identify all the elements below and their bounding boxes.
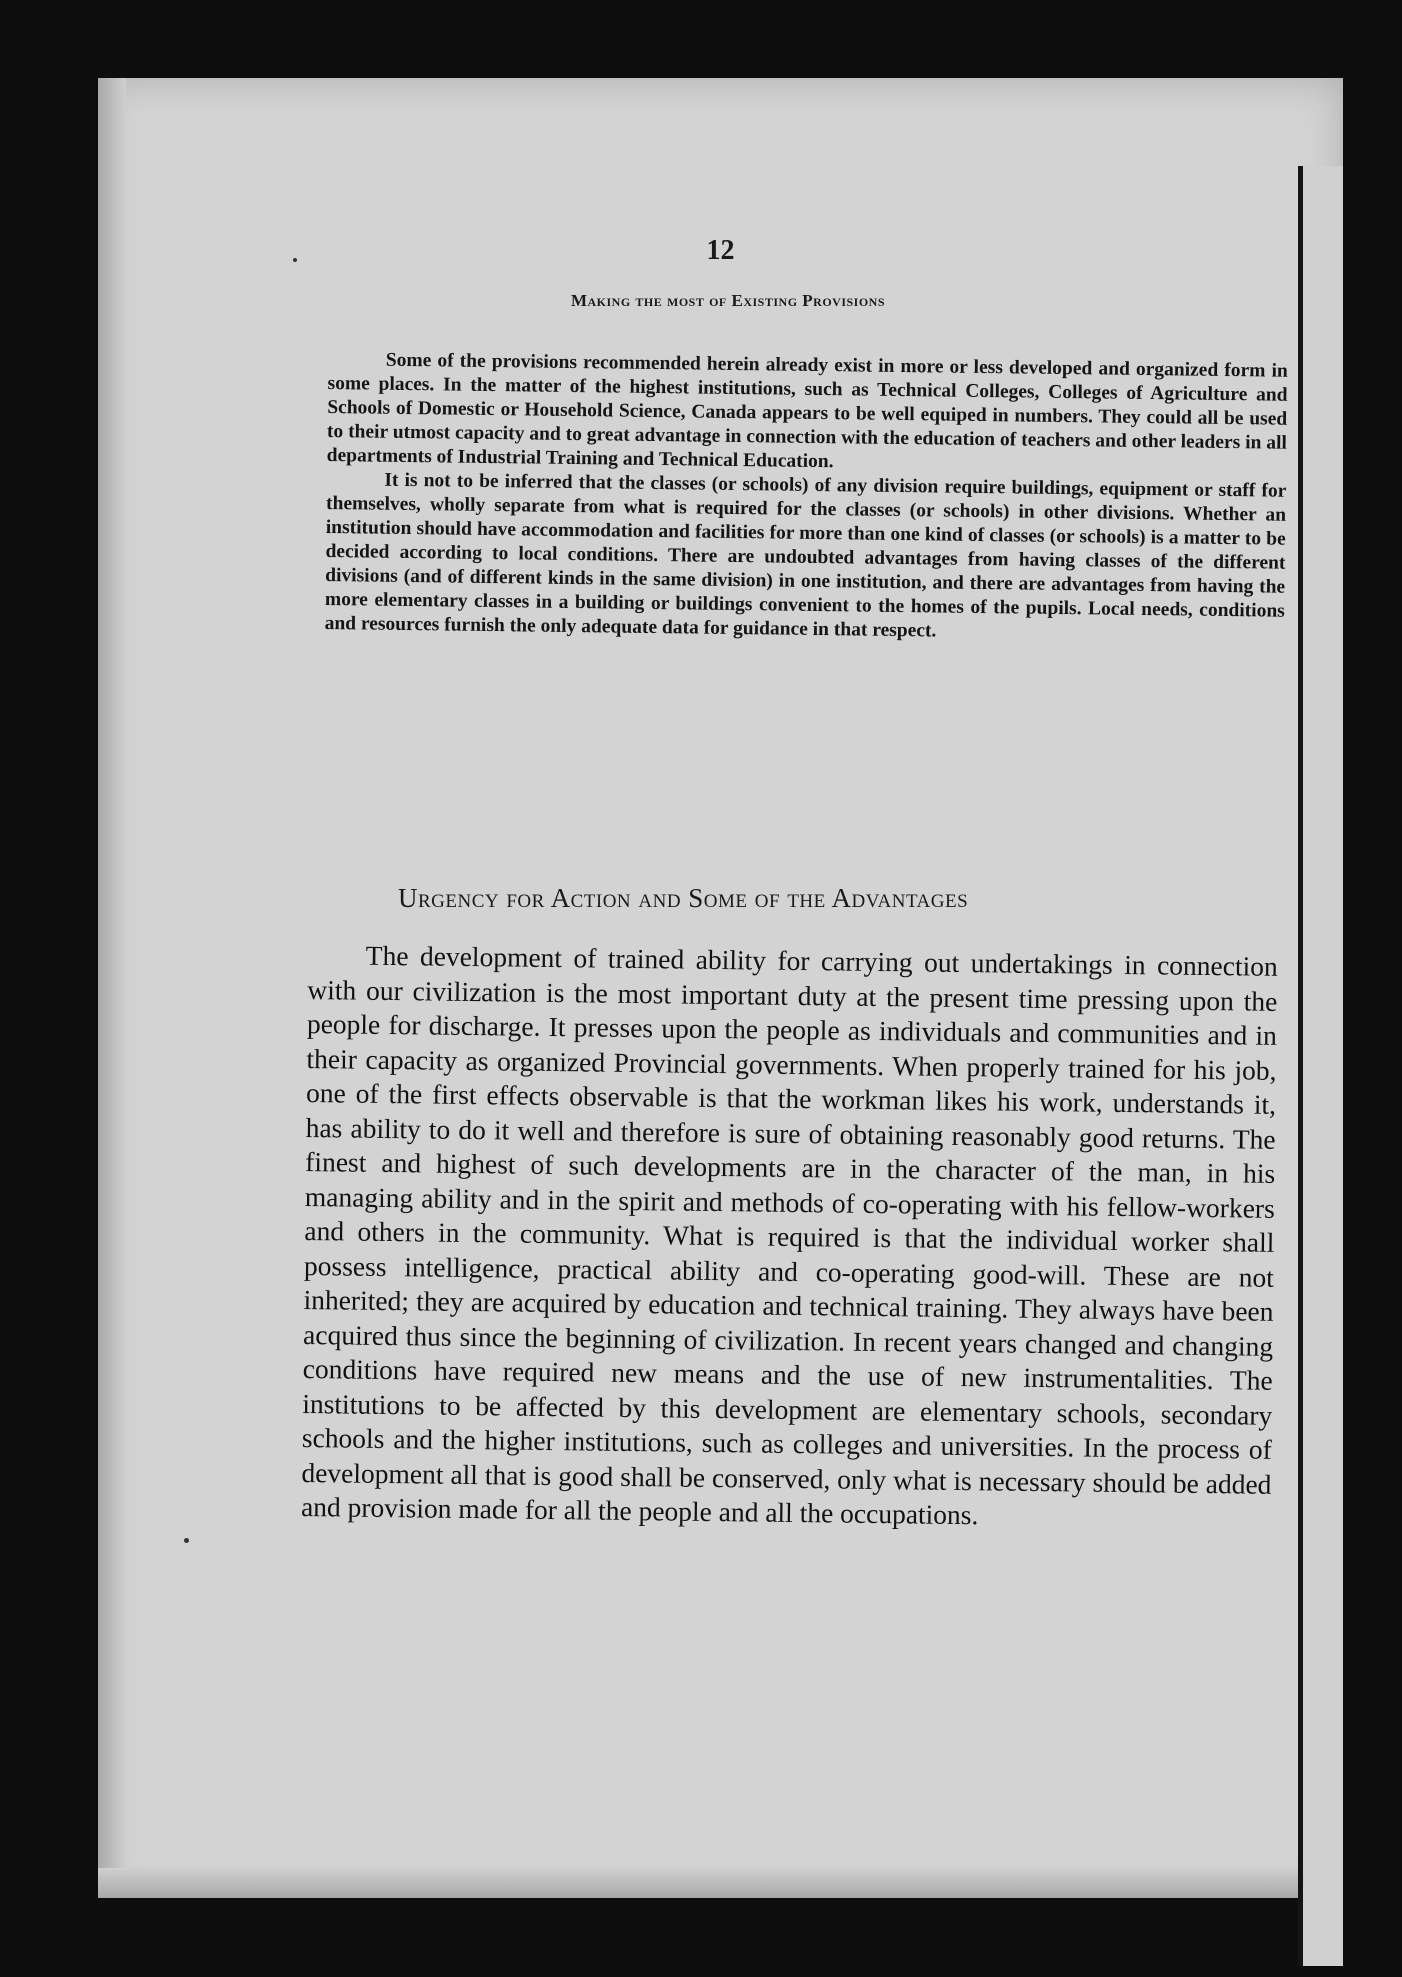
section-body-existing-provisions [324,348,1287,648]
scan-speck [184,1538,189,1543]
paragraph: It is not to be inferred that the classes (or schools) of any division require buildings, equipment or staff for themselves, wholly separate from what is required for the classes (or schools) in other divisions. Whether an institution should have accommodation and facilities for more than one kind of classes (or schools) is a matter to be decided according to local conditions. There are undoubted advantages from having classes of the different divisions (and of different kinds in the same division) in one institution, and there are advantages from having the more elementary classes in a building or buildings convenient to the homes of the pupils. Local needs, conditions and resources furnish the only adequate data for guidance in that respect. [324,469,1287,642]
scan-speck [293,258,297,262]
section-body-urgency [301,938,1278,1536]
scanned-page [98,78,1343,1898]
paragraph: Some of the provisions recommended herein already exist in more or less developed and organized form in some places. In the matter of the highest institutions, such as Technical Colleges, Colleges of Agriculture and Schools of Domestic or Household Science, Canada appears to be well equiped in numbers. They could all be used to their utmost capacity and to great advantage in connection with the education of teachers and other leaders in all departments of Industrial Training and Technical Education. [326,349,1288,473]
facing-page-edge [1298,166,1343,1966]
paragraph: The development of trained ability for carrying out undertakings in connection with our civilization is the most important duty at the present time pressing upon the people for discharge. It presses upon the people as individuals and communities and in their capacity as organized Provincial governments. When properly trained for his job, one of the first effects observable is that the workman likes his work, understands it, has ability to do it well and therefore is sure of obtaining reasonably good returns. The finest and highest of such developments are in the character of the man, in his managing ability and in the spirit and methods of co-operating with his fellow-workers and others in the community. What is required is that the individual worker shall possess intelligence, practical ability and co-operating good-will. These are not inherited; they are acquired by education and technical training. They always have been acquired thus since the beginning of civilization. In recent years changed and changing conditions have required new means and the use of new instrumentalities. The institutions to be affected by this development are elementary schools, secondary schools and the higher institutions, such as colleges and universities. In the process of development all that is good shall be conserved, only what is necessary should be added and provision made for all the people and all the occupations. [300,939,1278,1531]
section-heading-existing-provisions: Making the most of Existing Provisions [570,291,886,310]
page-bottom-edge [98,1868,1343,1898]
page-number: 12 [706,235,735,266]
section-heading-urgency: Urgency for Action and Some of the Advantages [398,883,969,913]
page-binding-edge [98,78,126,1898]
